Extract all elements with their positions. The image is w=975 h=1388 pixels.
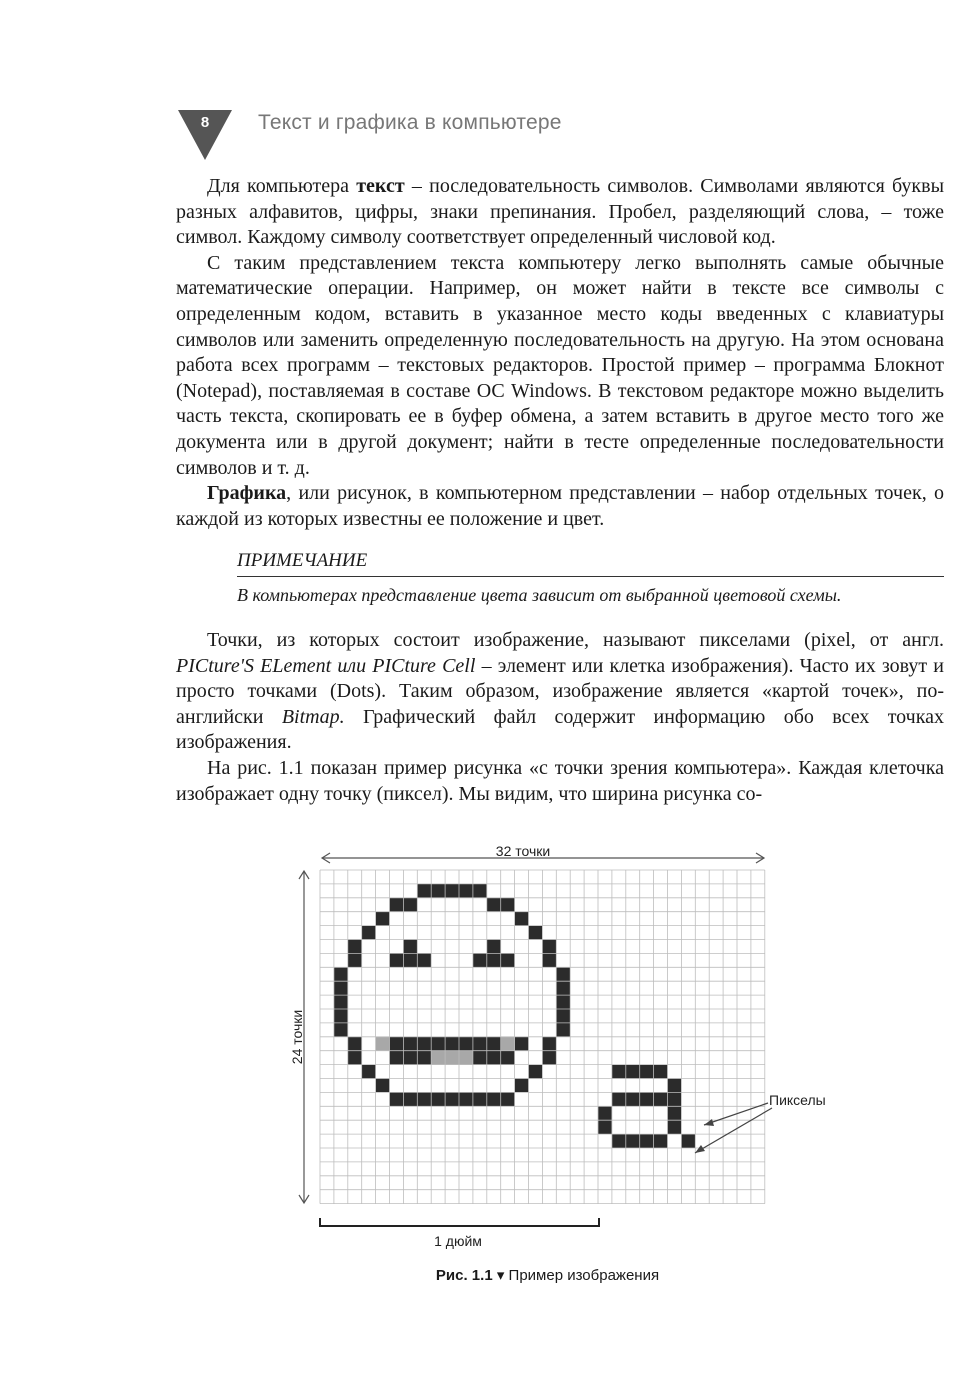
pixel-cell	[403, 1037, 417, 1051]
pixel-cell	[640, 1092, 654, 1106]
pixel-cell	[376, 1079, 390, 1093]
pixel-grid-diagram	[280, 838, 860, 1278]
pixel-cell	[459, 1037, 473, 1051]
pixel-cell	[390, 898, 404, 912]
pixel-cell	[473, 1092, 487, 1106]
paragraph-5: На рис. 1.1 показан пример рисунка «с точки зрения компьютера». Каждая клеточка изображает одну точку (пиксел). Мы видим, что ширина рисунка со-	[176, 756, 944, 805]
paragraph-4: Точки, из которых состоит изображение, называют пикселами (pixel, от англ. PICture'S ELement или PICture Cell – элемент или клетка изображения). Часто их зовут и просто точками (Dots). Таким образом, изображение является «картой точек», по-английски Bitmap. Графический файл содержит информацию обо всех точках изображения.	[176, 629, 944, 754]
pixel-cell	[334, 995, 348, 1009]
pixel-cell	[348, 1051, 362, 1065]
pixel-cell	[348, 1037, 362, 1051]
pixel-cell	[403, 1092, 417, 1106]
pixel-cell	[556, 967, 570, 981]
pixel-cell	[668, 1120, 682, 1134]
pixel-cell	[487, 940, 501, 954]
pixel-cell	[390, 1037, 404, 1051]
pixel-figure	[280, 838, 860, 1278]
pixel-cell	[403, 953, 417, 967]
pixel-cell	[487, 898, 501, 912]
pixel-cell	[501, 1051, 515, 1065]
pixel-cell	[334, 981, 348, 995]
pixel-cell	[626, 1065, 640, 1079]
body-text-bottom	[176, 628, 944, 807]
pixel-cell	[654, 1134, 668, 1148]
pixel-cell	[501, 1092, 515, 1106]
page-number-badge	[178, 110, 232, 160]
pixel-cell	[431, 1092, 445, 1106]
pixel-cell	[473, 953, 487, 967]
caption-marker-icon: ▾	[496, 1267, 505, 1284]
pixel-cell	[487, 1051, 501, 1065]
note-box	[237, 550, 944, 606]
pixel-cell	[542, 1051, 556, 1065]
pixel-cell	[515, 912, 529, 926]
pixel-cell	[390, 1092, 404, 1106]
pixel-cell	[640, 1134, 654, 1148]
pixel-cell	[417, 1037, 431, 1051]
pixel-cell	[445, 1051, 459, 1065]
pixel-cell	[376, 912, 390, 926]
pixel-cell	[556, 981, 570, 995]
pixel-cell	[487, 953, 501, 967]
pixel-cell	[542, 1037, 556, 1051]
pixel-cell	[403, 940, 417, 954]
pixel-cell	[626, 1134, 640, 1148]
note-title: ПРИМЕЧАНИЕ	[237, 550, 944, 577]
pixels-callout-arrows	[695, 1103, 772, 1153]
caption-text: Пример изображения	[508, 1267, 660, 1284]
pixel-cell	[473, 884, 487, 898]
pixel-cell	[390, 1051, 404, 1065]
pixel-cell	[529, 1065, 543, 1079]
pixel-cell	[459, 884, 473, 898]
pixel-cell	[515, 1037, 529, 1051]
pixel-cell	[515, 1079, 529, 1093]
pixel-cell	[431, 1037, 445, 1051]
pixel-cell	[459, 1092, 473, 1106]
pixel-cell	[362, 1065, 376, 1079]
pixel-cell	[556, 1009, 570, 1023]
pixel-cell	[654, 1065, 668, 1079]
pixel-cell	[445, 1037, 459, 1051]
pixel-cell	[376, 1037, 390, 1051]
pixel-cell	[501, 1037, 515, 1051]
pixel-cell	[390, 953, 404, 967]
inch-scale-bar	[320, 1218, 599, 1227]
height-label: 24 точки	[289, 1009, 305, 1065]
pixel-cell	[501, 898, 515, 912]
pixel-cell	[445, 884, 459, 898]
pixel-cell	[598, 1120, 612, 1134]
pixel-cell	[334, 1009, 348, 1023]
figure-caption	[0, 1266, 975, 1284]
pixel-cell	[487, 1092, 501, 1106]
caption-label: Рис. 1.1	[435, 1267, 493, 1284]
pixel-cell	[654, 1092, 668, 1106]
pixel-cell	[431, 884, 445, 898]
pixel-cell	[445, 1092, 459, 1106]
pixel-cell	[403, 1051, 417, 1065]
pixel-cell	[612, 1092, 626, 1106]
pixel-cell	[668, 1106, 682, 1120]
pixel-cell	[417, 1051, 431, 1065]
pixel-cell	[668, 1079, 682, 1093]
pixel-cell	[626, 1092, 640, 1106]
pixel-cell	[417, 884, 431, 898]
pixel-cell	[417, 953, 431, 967]
pixel-cell	[612, 1065, 626, 1079]
running-title: Текст и графика в компьютере	[258, 111, 562, 134]
pixel-cell	[542, 953, 556, 967]
page-number: 8	[200, 114, 210, 131]
width-label: 32 точки	[495, 843, 551, 859]
note-text: В компьютерах представление цвета зависит от выбранной цветовой схемы.	[237, 585, 842, 605]
pixel-cell	[473, 1037, 487, 1051]
paragraph-2: С таким представлением текста компьютеру легко выполнять самые обычные математические операции. Например, он может найти в тексте все символы с определенным кодом, вставить в указанное место коды введенных с клавиатуры символов или заменить определенную последовательность на другую. На этом основана работа всех программ – текстовых редакторов. Простой пример – программа Блокнот (Notepad), поставляемая в составе ОС Windows. В текстовом редакторе можно выделить часть текста, скопировать ее в буфер обмена, а затем вставить в другое место того же документа или в другой документ; найти в тесте определенные последовательности символов и т. д.	[176, 251, 944, 479]
paragraph-1: Для компьютера текст – последовательность символов. Символами являются буквы разных алфавитов, цифры, знаки препинания. Пробел, разделяющий слова, – тоже символ. Каждому символу соответствует определенный числовой код.	[176, 175, 944, 249]
pixel-cell	[362, 926, 376, 940]
pixel-cell	[431, 1051, 445, 1065]
pixel-cell	[403, 898, 417, 912]
pixel-cell	[542, 940, 556, 954]
body-text-top	[176, 174, 944, 532]
paragraph-3: Графика, или рисунок, в компьютерном представлении – набор отдельных точек, о каждой из которых известны ее положение и цвет.	[176, 482, 944, 530]
pixel-cell	[529, 926, 543, 940]
pixel-cell	[501, 953, 515, 967]
pixel-cell	[487, 1037, 501, 1051]
pixel-cell	[348, 953, 362, 967]
pixels-callout-label: Пикселы	[769, 1092, 826, 1108]
scale-label: 1 дюйм	[434, 1233, 482, 1249]
pixel-cell	[417, 1092, 431, 1106]
pixel-cell	[640, 1065, 654, 1079]
pixel-cell	[348, 940, 362, 954]
pixel-cell	[681, 1134, 695, 1148]
pixel-cell	[668, 1092, 682, 1106]
pixel-cell	[334, 967, 348, 981]
pixel-cell	[556, 995, 570, 1009]
pixel-cell	[459, 1051, 473, 1065]
pixel-cell	[556, 1023, 570, 1037]
pixel-cell	[334, 1023, 348, 1037]
pixel-cell	[473, 1051, 487, 1065]
pixel-cell	[612, 1134, 626, 1148]
pixel-cell	[598, 1106, 612, 1120]
